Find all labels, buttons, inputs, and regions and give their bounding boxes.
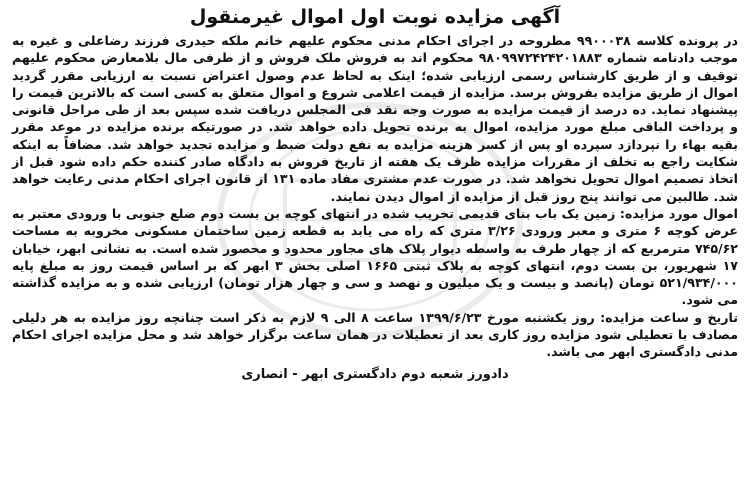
signature: دادورز شعبه دوم دادگستری ابهر - انصاری xyxy=(241,366,509,382)
datetime-text: روز یکشنبه مورخ ۱۳۹۹/۶/۲۳ ساعت ۸ الی ۹ لازم به ذکر است چنانچه روز مزایده به هر دلیلی مصادف با تعطیلی شود مزایده روز کاری بعد از تعطیلات در همان ساعت برگزار خواهد شد و محل مزایده اجرای احکام مدنی دادگستری ابهر می باشد. xyxy=(12,309,738,360)
datetime-label: تاریخ و ساعت مزایده: xyxy=(600,309,738,325)
property-text: زمین یک باب بنای قدیمی تخریب شده در انتهای کوچه بن بست دوم ضلع جنوبی با ورودی معتبر به عرض کوچه ۶ متری و معبر ورودی ۳/۲۶ متری که راه می یابد به قطعه زمین ساختمان مسکونی مخروبه به مساحت ۷۴۵/۶۲ مترمربع که از چهار طرف به واسطه دیوار پلاک های مجاور محدود و محصور شده است. به نشانی ابهر، خیابان ۱۷ شهریور، بن بست دوم، انتهای کوچه به پلاک ثبتی ۱۶۶۵ اصلی بخش ۳ ابهر که بر اساس قیمت روز به مبلغ پایه ۵۲۱/۹۳۴/۰۰۰ تومان (پانصد و بیست و یک میلیون و نهصد و سی و چهار هزار تومان) ارزیابی شده و به مزایده گذاشته می شود. xyxy=(12,205,738,308)
property-label: اموال مورد مزایده: xyxy=(619,205,739,221)
property-paragraph xyxy=(12,205,738,309)
intro-paragraph: در پرونده کلاسه ۹۹۰۰۰۳۸ مطروحه در اجرای احکام مدنی محکوم علیهم خانم ملکه حیدری فرزند رضاعلی و غیره به موجب دادنامه شماره ۹۸۰۹۹۷۲۴۲۴۲۰۱۸۸۳ محکوم اند به فروش ملک فروش و از طرفی مال بلامعارض محکوم علیهم توقیف و از طریق کارشناس رسمی ارزیابی شده؛ اینک به لحاظ عدم وصول اعتراض نسبت به ارزیابی مقرر گردید اموال از طریق مزایده بفروش برسد. مزایده از قیمت اعلامی شروع و اموال متعلق به کسی است که بالاترین قیمت را پیشنهاد نماید. ده درصد از قیمت مزایده به صورت وجه نقد فی المجلس دریافت شده سپس بعد از طی مراحل قانونی و پرداخت الباقی مبلغ مورد مزایده، اموال به برنده تحویل داده خواهد شد. در صورتیکه برنده مزایده در موعد مقرر بقیه بهاء را نپردازد سپرده او پس از کسر هزینه مزایده به نفع دولت ضبط و مزایده تجدید خواهد شد. مضافاً به اینکه شکایت راجع به تخلف از مقررات مزایده ظرف یک هفته از تاریخ فروش به دادگاه صادر کننده حکم داده شود قبل از اتخاذ تصمیم اموال تحویل نخواهد شد. در صورت عدم مشتری مفاد ماده ۱۳۱ از قانون اجرای احکام مدنی رعایت خواهد شد. طالبین می توانند پنج روز قبل از مزایده از اموال دیدن نمایند. xyxy=(12,33,739,204)
notice-title: آگهی مزایده نوبت اول اموال غیرمنقول xyxy=(189,6,561,28)
datetime-paragraph xyxy=(12,309,738,361)
